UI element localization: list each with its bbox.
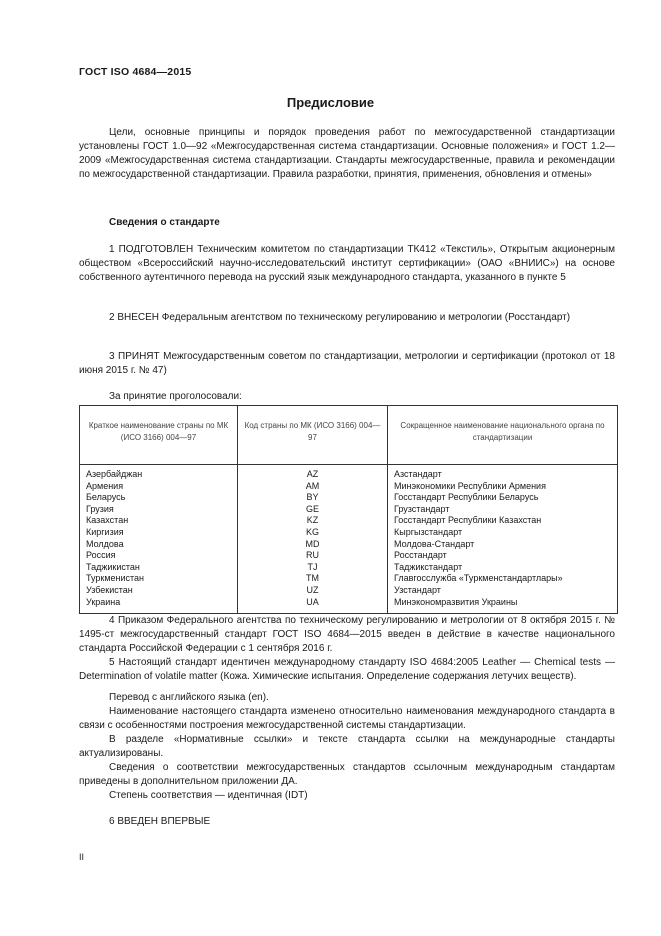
body-cell: Молдова-Стандарт (394, 538, 475, 549)
page-title: Предисловие (286, 95, 375, 110)
table-header-body: Сокращенное наименование национального органа по стандартизации (388, 406, 618, 465)
body-cell: Грузстандарт (394, 503, 450, 514)
code-cell: RU (306, 550, 319, 561)
item-3: 3 ПРИНЯТ Межгосударственным советом по стандартизации, метрологии и сертификации (протокол от 18 июня 2015 г. № 47) (79, 351, 615, 376)
section-heading: Сведения о стандарте (109, 217, 220, 228)
body-cell: Таджикстандарт (394, 561, 463, 572)
item-5-annex: Сведения о соответствии межгосударственных стандартов ссылочным международным стандартам приведены в дополнительном приложении ДА. (79, 762, 615, 787)
code-cell: AZ (306, 469, 319, 479)
item-2: 2 ВНЕСЕН Федеральным агентством по техническому регулированию и метрологии (Росстандарт) (109, 312, 571, 323)
voting-table (79, 405, 618, 614)
table-header-country: Краткое наименование страны по МК (ИСО 3166) 004—97 (80, 406, 238, 465)
code-cell: BY (306, 492, 319, 503)
country-cell: Молдова (86, 538, 124, 549)
item-5-translation: Перевод с английского языка (en). (109, 692, 269, 703)
body-cell: Минэкономразвития Украины (394, 596, 518, 607)
page-number: II (79, 852, 85, 862)
code-cell: AM (305, 480, 320, 491)
item-5-degree: Степень соответствия — идентичная (IDT) (109, 790, 308, 801)
code-cell: KG (305, 526, 319, 537)
code-cell: UZ (306, 584, 319, 595)
body-cell: Госстандарт Республики Беларусь (394, 492, 539, 503)
body-cell: Азстандарт (394, 469, 442, 479)
country-cell: Казахстан (86, 515, 129, 526)
code-cell: TM (306, 573, 319, 584)
country-cell: Россия (86, 550, 116, 561)
body-cell: Госстандарт Республики Казахстан (394, 515, 542, 526)
vote-intro: За принятие проголосовали: (109, 391, 242, 402)
code-cell: GE (305, 503, 319, 514)
body-cell: Минэкономики Республики Армения (394, 480, 546, 491)
body-cell: Росстандарт (394, 550, 447, 561)
country-cell: Азербайджан (86, 469, 143, 479)
body-column (388, 465, 618, 614)
item-5: 5 Настоящий стандарт идентичен международному стандарту ISO 4684:2005 Leather — Chemical tests — Determination of volatile matter (Кожа. Химические испытания. Определение содержания летучих веществ). (79, 657, 615, 682)
item-6: 6 ВВЕДЕН ВПЕРВЫЕ (109, 816, 211, 827)
item-5-references: В разделе «Нормативные ссылки» и тексте стандарта ссылки на международные стандарты актуализированы. (79, 734, 615, 759)
intro-paragraph: Цели, основные принципы и порядок проведения работ по межгосударственной стандартизации установлены ГОСТ 1.0—92 «Межгосударственная система стандартизации. Основные положения» и ГОСТ 1.2—2009 «Межгосударственная система стандартизации. Стандарты межгосударственные, правила и рекомендации по межгосударственной стандартизации. Правила разработки, принятия, применения, обновления и отмены» (79, 127, 615, 180)
item-5-name-change: Наименование настоящего стандарта изменено относительно наименования международного стандарта в связи с особенностями построения межгосударственной системы стандартизации. (79, 706, 615, 731)
country-cell: Узбекистан (86, 584, 133, 595)
table-header-code: Код страны по МК (ИСО 3166) 004—97 (238, 406, 388, 465)
body-cell: Узстандарт (394, 584, 441, 595)
item-4: 4 Приказом Федерального агентства по техническому регулированию и метрологии от 8 октября 2015 г. № 1495-ст межгосударственный стандарт ГОСТ ISO 4684—2015 введен в действие в качестве национального стандарта Российской Федерации с 1 сентября 2016 г. (79, 615, 615, 654)
country-cell: Киргизия (86, 526, 124, 537)
code-cell: UA (306, 596, 319, 607)
code-cell: TJ (307, 561, 318, 572)
body-cell: Главгосслужба «Туркменстандартлары» (394, 573, 563, 584)
country-cell: Украина (86, 596, 121, 607)
country-cell: Таджикистан (86, 561, 140, 572)
item-1: 1 ПОДГОТОВЛЕН Техническим комитетом по стандартизации ТК412 «Текстиль», Открытым акционерным обществом «Всероссийский научно-исследовательский институт сертификации» (ОАО «ВНИИС») на основе собственного аутентичного перевода на русский язык международного стандарта, указанного в пункте 5 (79, 244, 615, 283)
country-cell: Армения (86, 480, 124, 491)
country-column (80, 465, 238, 614)
code-cell: KZ (306, 515, 319, 526)
code-cell: MD (305, 538, 320, 549)
country-cell: Грузия (86, 503, 114, 514)
document-header: ГОСТ ISO 4684—2015 (79, 66, 192, 78)
country-cell: Туркменистан (86, 573, 145, 584)
code-column (238, 465, 388, 614)
body-cell: Кыргызстандарт (394, 526, 463, 537)
country-cell: Беларусь (86, 492, 126, 503)
